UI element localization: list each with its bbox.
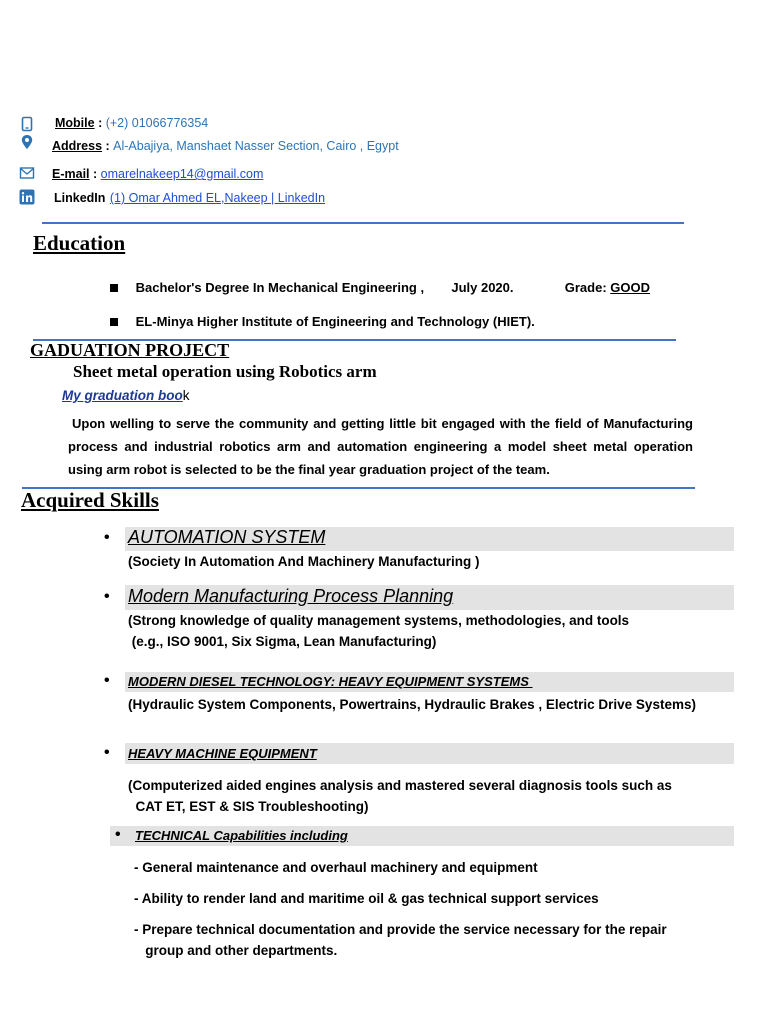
- bullet-icon: •: [115, 826, 121, 843]
- project-heading: GADUATION PROJECT: [30, 340, 230, 360]
- technical-title: TECHNICAL Capabilities including: [135, 828, 348, 843]
- grade-value: GOOD: [610, 280, 651, 295]
- linkedin-row: [54, 189, 325, 207]
- phone-icon: [19, 116, 35, 132]
- bullet-icon: •: [104, 529, 110, 546]
- mail-icon: [19, 165, 35, 181]
- grade-label: Grade:: [564, 280, 607, 295]
- bullet-icon: •: [104, 672, 110, 689]
- project-description: Upon welling to serve the community and getting little bit engaged with the field of Manufacturing process and industrial robotics arm and automation engineering a model sheet metal operation using arm robot is selected to be the final year graduation project of the team.: [68, 416, 693, 477]
- skill-description: (Strong knowledge of quality management systems, methodologies, and tools: [128, 613, 630, 628]
- email-link[interactable]: omarelnakeep14@gmail.com: [100, 167, 264, 181]
- skill-description: (Hydraulic System Components, Powertrains, Hydraulic Brakes , Electric Drive Systems): [128, 697, 696, 712]
- graduation-date: July 2020.: [451, 280, 514, 295]
- email-label: E-mail: [52, 167, 90, 181]
- skill-title: Modern Manufacturing Process Planning: [128, 586, 454, 606]
- skill-description: CAT ET, EST & SIS Troubleshooting): [128, 799, 369, 814]
- education-heading: Education: [33, 231, 126, 255]
- list-item: - General maintenance and overhaul machinery and equipment: [134, 860, 538, 875]
- project-title: Sheet metal operation using Robotics arm: [73, 362, 377, 381]
- list-item: - Prepare technical documentation and provide the service necessary for the repair: [134, 922, 667, 937]
- square-bullet-icon: [110, 318, 118, 326]
- degree-text: Bachelor's Degree In Mechanical Engineering ,: [135, 280, 425, 295]
- graduation-book-link[interactable]: [62, 388, 190, 403]
- skill-title: AUTOMATION SYSTEM: [128, 527, 326, 547]
- bullet-icon: •: [104, 588, 110, 605]
- mobile-row: Mobile : (+2) 01066776354: [50, 114, 208, 132]
- address-label: Address: [52, 139, 103, 153]
- location-pin-icon: [19, 134, 35, 150]
- list-item: - Ability to render land and maritime oil & gas technical support services: [134, 891, 599, 906]
- bullet-icon: •: [104, 744, 110, 761]
- skill-title: MODERN DIESEL TECHNOLOGY: HEAVY EQUIPMENT SYSTEMS: [128, 674, 533, 689]
- degree-line: [110, 280, 650, 295]
- graduation-book-link-text[interactable]: My graduation boo: [62, 388, 183, 403]
- linkedin-label: LinkedIn: [54, 191, 106, 205]
- skills-heading: Acquired Skills: [21, 488, 159, 512]
- skill-description: (e.g., ISO 9001, Six Sigma, Lean Manufacturing): [128, 634, 437, 649]
- linkedin-link[interactable]: (1) Omar Ahmed EL,Nakeep | LinkedIn: [109, 191, 326, 205]
- mobile-value: (+2) 01066776354: [105, 116, 209, 130]
- list-item: group and other departments.: [134, 943, 338, 958]
- address-row: Address : Al-Abajiya, Manshaet Nasser Section, Cairo , Egypt: [52, 139, 399, 153]
- linkedin-icon[interactable]: [19, 189, 35, 205]
- mobile-label: Mobile: [55, 116, 95, 130]
- skill-description: (Society In Automation And Machinery Manufacturing ): [128, 554, 480, 569]
- email-row: E-mail : omarelnakeep14@gmail.com: [52, 167, 264, 181]
- institute-text: EL-Minya Higher Institute of Engineering and Technology (HIET).: [135, 314, 535, 329]
- institute-line: [110, 314, 535, 329]
- square-bullet-icon: [110, 284, 118, 292]
- graduation-book-link-tail: k: [182, 388, 190, 403]
- skill-title: HEAVY MACHINE EQUIPMENT: [128, 746, 317, 761]
- address-value: Al-Abajiya, Manshaet Nasser Section, Cairo , Egypt: [113, 139, 399, 153]
- divider: [42, 222, 684, 224]
- skill-description: (Computerized aided engines analysis and mastered several diagnosis tools such as: [128, 778, 672, 793]
